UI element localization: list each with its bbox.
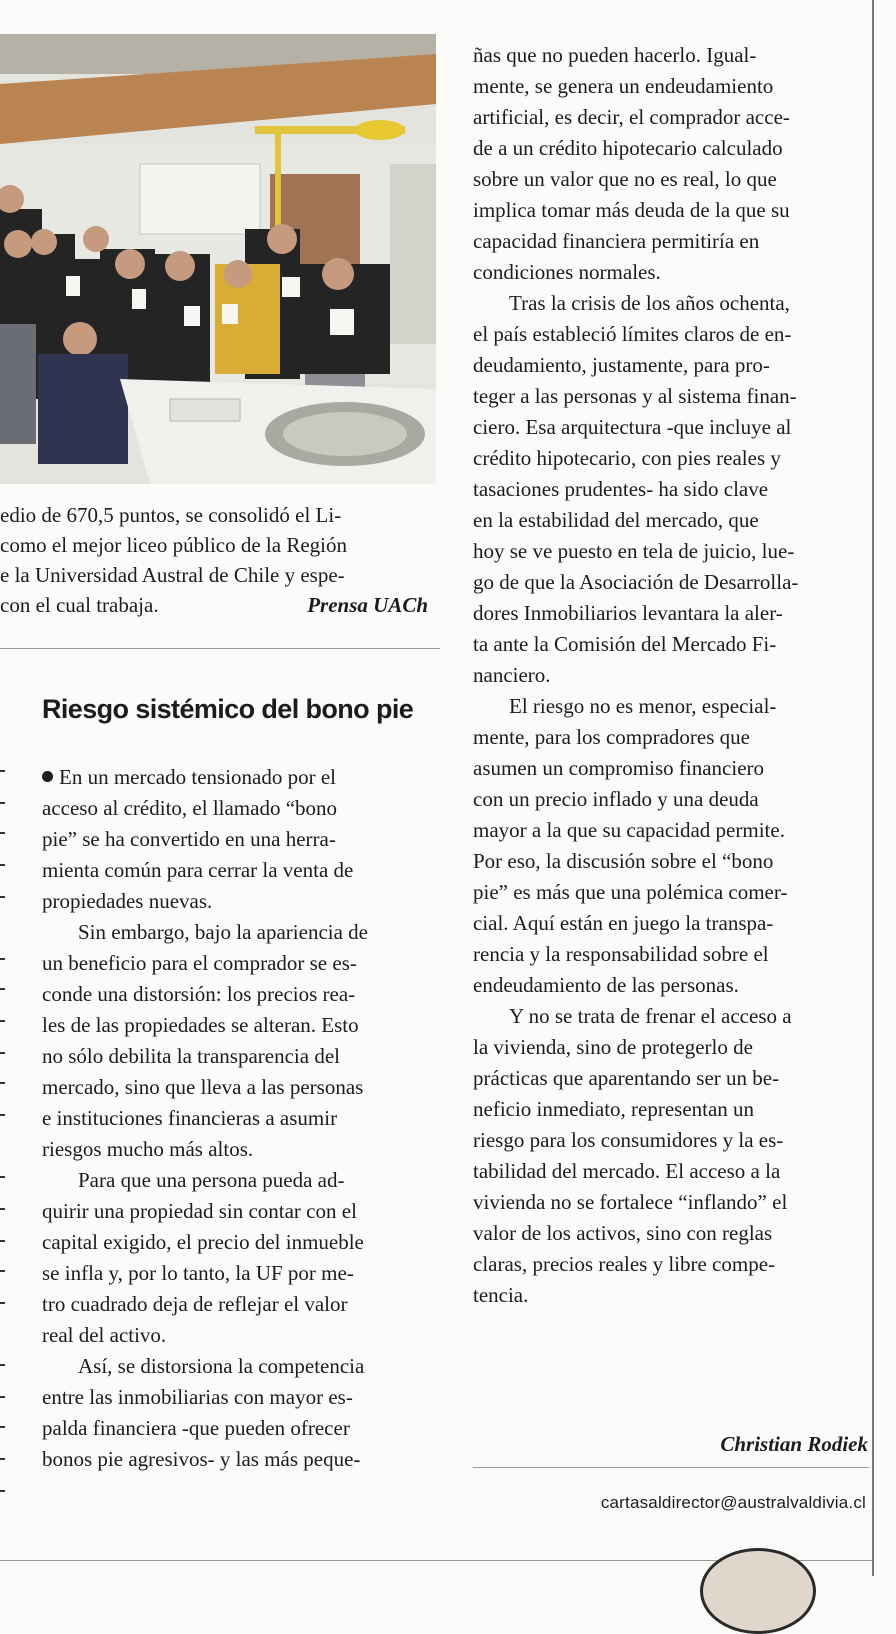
paragraph-line: tro cuadrado deja de reflejar el valor xyxy=(42,1292,348,1316)
paragraph-line: tasaciones prudentes- ha sido clave xyxy=(473,477,769,501)
news-photo xyxy=(0,34,436,484)
paragraph-line: ñas que no pueden hacerlo. Igual- xyxy=(473,43,757,67)
bullet-icon xyxy=(42,771,53,782)
article-headline: Riesgo sistémico del bono pie xyxy=(42,694,414,724)
paragraph-line: riesgos mucho más altos. xyxy=(42,1137,254,1161)
paragraph-line: Tras la crisis de los años ochenta, xyxy=(509,291,790,315)
signature-divider xyxy=(473,1467,869,1468)
paragraph-line: un beneficio para el comprador se es- xyxy=(42,951,357,975)
paragraph-line: crédito hipotecario, con pies reales y xyxy=(473,446,781,470)
paragraph-line: mercado, sino que lleva a las personas xyxy=(42,1075,364,1099)
paragraph-line xyxy=(42,762,438,793)
paragraph-line: cial. Aquí están en juego la transpa- xyxy=(473,911,774,935)
paragraph-line: Y no se trata de frenar el acceso a xyxy=(509,1004,792,1028)
photo-caption xyxy=(0,500,436,620)
section-divider xyxy=(0,648,440,649)
paragraph-line: prácticas que aparentando ser un be- xyxy=(473,1066,780,1090)
paragraph-line: con un precio inflado y una deuda xyxy=(473,787,759,811)
paragraph-line: acceso al crédito, el llamado “bono xyxy=(42,796,338,820)
paragraph-line: El riesgo no es menor, especial- xyxy=(509,694,777,718)
paragraph-line: mente, se genera un endeudamiento xyxy=(473,74,774,98)
paragraph-line: propiedades nuevas. xyxy=(42,889,213,913)
text-span: En un mercado tensionado por el xyxy=(59,765,336,789)
paragraph-line: riesgo para los consumidores y la es- xyxy=(473,1128,784,1152)
paragraph-line: vivienda no se fortalece “inflando” el xyxy=(473,1190,788,1214)
paragraph-line: Sin embargo, bajo la apariencia de xyxy=(78,920,369,944)
paragraph-line: real del activo. xyxy=(42,1323,167,1347)
paragraph-line: ciero. Esa arquitectura -que incluye al xyxy=(473,415,792,439)
paragraph-line: de a un crédito hipotecario calculado xyxy=(473,136,783,160)
paragraph-line: implica tomar más deuda de la que su xyxy=(473,198,790,222)
paragraph-line: artificial, es decir, el comprador acce- xyxy=(473,105,790,129)
students-photo-illustration xyxy=(0,34,436,484)
paragraph-line: bonos pie agresivos- y las más peque- xyxy=(42,1447,361,1471)
paragraph-line: el país estableció límites claros de en- xyxy=(473,322,792,346)
paragraph-line: quirir una propiedad sin contar con el xyxy=(42,1199,357,1223)
paragraph-line: tabilidad del mercado. El acceso a la xyxy=(473,1159,781,1183)
page-edge-line xyxy=(872,0,874,1576)
paragraph-line: tencia. xyxy=(473,1283,529,1307)
photo-credit: Prensa UACh xyxy=(307,593,428,617)
paragraph-line: deudamiento, justamente, para pro- xyxy=(473,353,770,377)
paragraph-line: capital exigido, el precio del inmueble xyxy=(42,1230,364,1254)
contact-email: cartasaldirector@australvaldivia.cl xyxy=(600,1493,866,1512)
paragraph-line: se infla y, por lo tanto, la UF por me- xyxy=(42,1261,354,1285)
paragraph-line: teger a las personas y al sistema finan- xyxy=(473,384,797,408)
paragraph-line: capacidad financiera permitiría en xyxy=(473,229,760,253)
article-column-1 xyxy=(42,762,438,1475)
paragraph-line: hoy se ve puesto en tela de juicio, lue- xyxy=(473,539,795,563)
paragraph-line: Por eso, la discusión sobre el “bono xyxy=(473,849,774,873)
caption-line: como el mejor liceo público de la Región xyxy=(0,533,347,557)
caption-line: con el cual trabaja. xyxy=(0,593,159,617)
paragraph-line: nanciero. xyxy=(473,663,551,687)
caption-line: edio de 670,5 puntos, se consolidó el Li- xyxy=(0,503,342,527)
paragraph-line: neficio inmediato, representan un xyxy=(473,1097,755,1121)
paragraph-line: pie” es más que una polémica comer- xyxy=(473,880,788,904)
paragraph-line: conde una distorsión: los precios rea- xyxy=(42,982,356,1006)
caption-line: e la Universidad Austral de Chile y espe- xyxy=(0,563,345,587)
paragraph-line: la vivienda, sino de protegerlo de xyxy=(473,1035,753,1059)
paragraph-line: ta ante la Comisión del Mercado Fi- xyxy=(473,632,777,656)
paragraph-line: mente, para los compradores que xyxy=(473,725,750,749)
paragraph-line: dores Inmobiliarios levantara la aler- xyxy=(473,601,783,625)
paragraph-line: claras, precios reales y libre compe- xyxy=(473,1252,776,1276)
portrait-thumbnail xyxy=(700,1548,816,1634)
paragraph-line: no sólo debilita la transparencia del xyxy=(42,1044,340,1068)
paragraph-line: les de las propiedades se alteran. Esto xyxy=(42,1013,359,1037)
paragraph-line: valor de los activos, sino con reglas xyxy=(473,1221,773,1245)
paragraph-line: rencia y la responsabilidad sobre el xyxy=(473,942,769,966)
paragraph-line: Para que una persona pueda ad- xyxy=(78,1168,345,1192)
paragraph-line: condiciones normales. xyxy=(473,260,661,284)
paragraph-line: mienta común para cerrar la venta de xyxy=(42,858,354,882)
paragraph-line: go de que la Asociación de Desarrolla- xyxy=(473,570,799,594)
paragraph-line: asumen un compromiso financiero xyxy=(473,756,765,780)
paragraph-line: en la estabilidad del mercado, que xyxy=(473,508,759,532)
paragraph-line: palda financiera -que pueden ofrecer xyxy=(42,1416,350,1440)
paragraph-line: entre las inmobiliarias con mayor es- xyxy=(42,1385,353,1409)
paragraph-line: e instituciones financieras a asumir xyxy=(42,1106,338,1130)
paragraph-line: pie” se ha convertido en una herra- xyxy=(42,827,336,851)
article-column-2 xyxy=(473,40,869,1311)
paragraph-line: sobre un valor que no es real, lo que xyxy=(473,167,777,191)
paragraph-line: Así, se distorsiona la competencia xyxy=(78,1354,365,1378)
paragraph-line: mayor a la que su capacidad permite. xyxy=(473,818,785,842)
paragraph-line: endeudamiento de las personas. xyxy=(473,973,739,997)
author-signature: Christian Rodiek xyxy=(720,1432,868,1456)
